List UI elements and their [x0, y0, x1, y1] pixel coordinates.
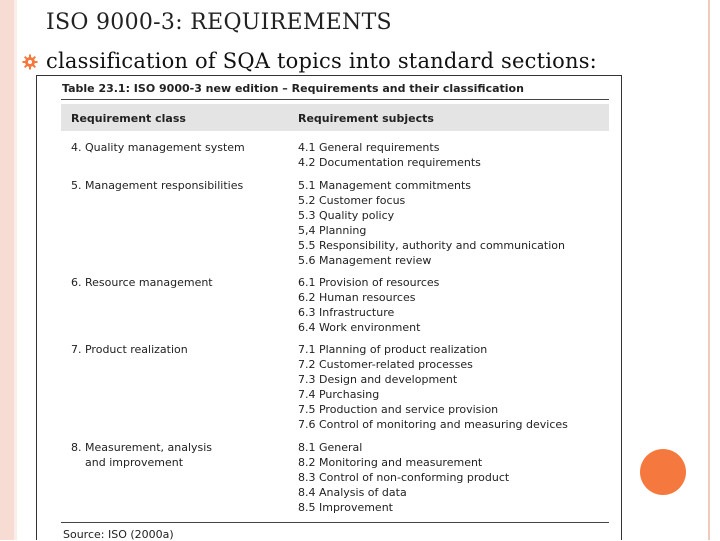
row-7-subjects: [298, 342, 568, 432]
subject-line: 6.3 Infrastructure: [298, 306, 395, 319]
left-decor-band-inner: [14, 0, 17, 540]
subject-line: 6.1 Provision of resources: [298, 276, 440, 289]
class-line: 4. Quality management system: [71, 141, 245, 154]
class-line: 5. Management responsibilities: [71, 179, 244, 192]
row-5-subjects: [298, 178, 565, 268]
right-decor-line: [708, 0, 710, 540]
subject-line: 7.5 Production and service provision: [298, 403, 499, 416]
subject-line: 8.2 Monitoring and measurement: [298, 456, 483, 469]
row-7-class: [71, 342, 188, 357]
orange-circle-decor: [640, 449, 686, 495]
subject-line: 5.2 Customer focus: [298, 194, 406, 207]
subject-line: 4.1 General requirements: [298, 141, 440, 154]
subject-line: 5.6 Management review: [298, 254, 432, 267]
row-6-subjects: [298, 275, 439, 335]
subject-line: 6.4 Work environment: [298, 321, 421, 334]
subject-line: 5.1 Management commitments: [298, 179, 472, 192]
subject-line: 7.6 Control of monitoring and measuring devices: [298, 418, 568, 431]
class-line: and improvement: [85, 456, 184, 469]
subject-line: 8.4 Analysis of data: [298, 486, 407, 499]
subject-line: 5.3 Quality policy: [298, 209, 395, 222]
subject-line: 7.3 Design and development: [298, 373, 458, 386]
subject-line: 8.1 General: [298, 441, 363, 454]
row-4-class: [71, 140, 245, 155]
left-decor-band: [0, 0, 14, 540]
subject-line: 6.2 Human resources: [298, 291, 416, 304]
header-requirement-subjects: Requirement subjects: [298, 112, 434, 125]
subject-line: 8.5 Improvement: [298, 501, 393, 514]
subject-line: 5.5 Responsibility, authority and communication: [298, 239, 565, 252]
bullet-text: classification of SQA topics into standard sections:: [46, 49, 597, 73]
class-line: 7. Product realization: [71, 343, 188, 356]
slide-title: ISO 9000-3: REQUIREMENTS: [46, 10, 392, 35]
table-header: [61, 104, 609, 131]
row-8-class: [71, 440, 212, 470]
row-6-class: [71, 275, 213, 290]
requirements-table-image: [36, 75, 622, 540]
header-requirement-class: Requirement class: [71, 112, 186, 125]
source-divider: [61, 522, 609, 523]
subject-line: 7.2 Customer-related processes: [298, 358, 473, 371]
class-line: 6. Resource management: [71, 276, 213, 289]
table-source: Source: ISO (2000a): [63, 528, 174, 541]
row-5-class: [71, 178, 243, 193]
row-8-subjects: [298, 440, 509, 515]
subject-line: 5,4 Planning: [298, 224, 367, 237]
gear-bullet-icon: [22, 54, 38, 70]
subject-line: 4.2 Documentation requirements: [298, 156, 481, 169]
table-caption: Table 23.1: ISO 9000-3 new edition – Requirements and their classification: [62, 82, 524, 95]
class-line: 8. Measurement, analysis: [71, 441, 213, 454]
caption-divider: [61, 99, 609, 100]
subject-line: 8.3 Control of non-conforming product: [298, 471, 510, 484]
subject-line: 7.4 Purchasing: [298, 388, 380, 401]
subject-line: 7.1 Planning of product realization: [298, 343, 488, 356]
row-4-subjects: [298, 140, 481, 170]
